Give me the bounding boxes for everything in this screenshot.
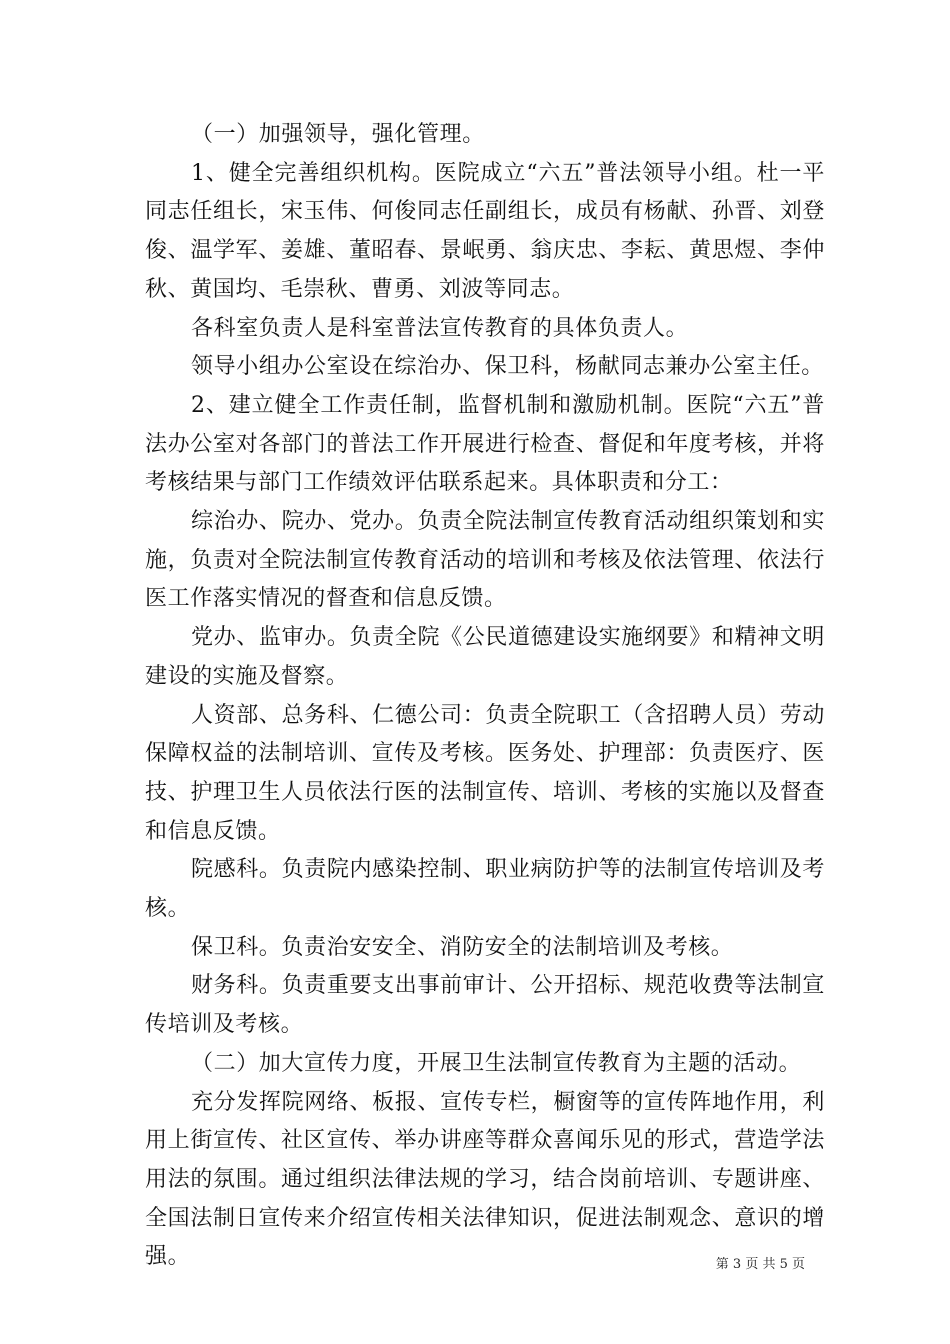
paragraph: 财务科。负责重要支出事前审计、公开招标、规范收费等法制宣传培训及考核。 — [145, 973, 825, 1038]
paragraph: 2、建立健全工作责任制，监督机制和激励机制。医院“六五”普法办公室对各部门的普法工作开展进行检查、督促和年度考核，并将考核结果与部门工作绩效评估联系起来。具体职责和分工： — [145, 392, 825, 496]
section-heading-2: （二）加大宣传力度，开展卫生法制宣传教育为主题的活动。 — [191, 1050, 802, 1076]
paragraph: 保卫科。负责治安安全、消防安全的法制培训及考核。 — [191, 934, 734, 960]
paragraph: 党办、监审办。负责全院《公民道德建设实施纲要》和精神文明建设的实施及督察。 — [145, 625, 825, 689]
paragraph: 领导小组办公室设在综治办、保卫科，杨献同志兼办公室主任。 — [191, 354, 824, 380]
paragraph: 1、健全完善组织机构。医院成立“六五”普法领导小组。杜一平同志任组长，宋玉伟、何俊同志任副组长，成员有杨献、孙晋、刘登俊、温学军、姜雄、董昭春、景岷勇、翁庆忠、李耘、黄思煜、李仲秋、黄国均、毛崇秋、曹勇、刘波等同志。 — [145, 160, 825, 302]
paragraph: 综治办、院办、党办。负责全院法制宣传教育活动组织策划和实施，负责对全院法制宣传教育活动的培训和考核及依法管理、依法行医工作落实情况的督查和信息反馈。 — [145, 509, 825, 612]
section-heading-1: （一）加强领导，强化管理。 — [191, 122, 485, 147]
paragraph: 院感科。负责院内感染控制、职业病防护等的法制宣传培训及考核。 — [145, 857, 825, 922]
paragraph: 充分发挥院网络、板报、宣传专栏，橱窗等的宣传阵地作用，利用上街宣传、社区宣传、举办讲座等群众喜闻乐见的形式，营造学法用法的氛围。通过组织法律法规的学习，结合岗前培训、专题讲座、全国法制日宣传来介绍宣传相关法律知识，促进法制观念、意识的增强。 — [145, 1089, 825, 1270]
document-body — [145, 116, 825, 1277]
paragraph: 人资部、总务科、仁德公司：负责全院职工（含招聘人员）劳动保障权益的法制培训、宣传及考核。医务处、护理部：负责医疗、医技、护理卫生人员依法行医的法制宣传、培训、考核的实施以及督查和信息反馈。 — [145, 702, 825, 844]
page-number: 第 3 页 共 5 页 — [715, 1257, 805, 1272]
paragraph: 各科室负责人是科室普法宣传教育的具体负责人。 — [191, 315, 689, 341]
